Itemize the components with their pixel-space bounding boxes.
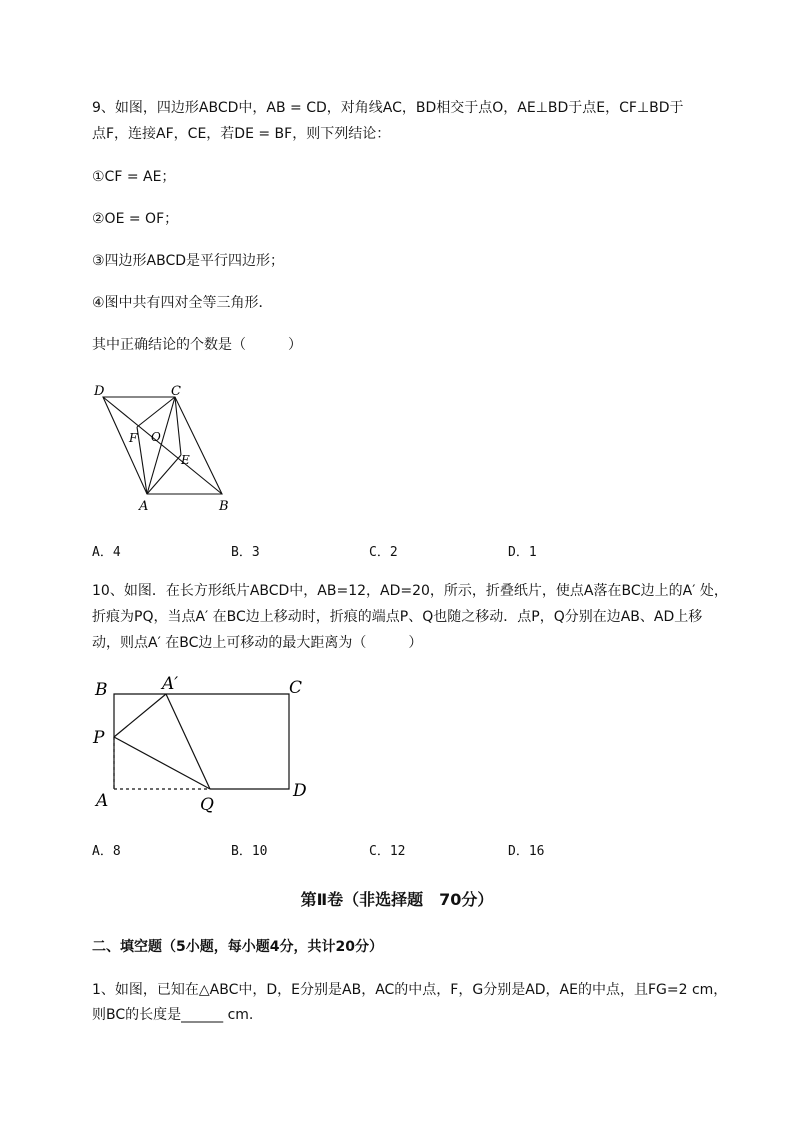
q9-stem-line1: 9、如图，四边形ABCD中，AB = CD，对角线AC，BD相交于点O，AE⊥BD于点E，CF⊥BD于 xyxy=(92,100,684,116)
q9-option-c[interactable]: C．2 xyxy=(369,545,398,560)
q10-label-b: B xyxy=(95,680,108,700)
q10-label-p: P xyxy=(93,728,105,748)
q9-label-d: D xyxy=(94,384,105,399)
q9-question: 其中正确结论的个数是（ ） xyxy=(92,337,302,353)
q9-diagonal-ac xyxy=(147,397,175,494)
fill1-line1: 1、如图，已知在△ABC中，D，E分别是AB，AC的中点，F，G分别是AD，AE的中点，且FG=2 cm， xyxy=(92,982,728,998)
q10-option-a[interactable]: A．8 xyxy=(92,844,121,859)
q10-rectangle xyxy=(114,694,289,789)
q9-conclusion-1: ①CF = AE； xyxy=(92,169,176,185)
q9-segment-cf xyxy=(137,397,175,427)
q10-figure xyxy=(80,670,330,820)
q9-conclusion-2: ②OE = OF； xyxy=(92,211,179,227)
q10-label-q: Q xyxy=(200,795,214,815)
q10-crease-pq xyxy=(114,737,210,789)
q10-label-c: C xyxy=(289,678,303,698)
q10-stem-line2: 折痕为PQ，当点A′ 在BC边上移动时，折痕的端点P、Q也随之移动．点P，Q分别在边AB、AD上移 xyxy=(92,609,703,625)
q9-segment-ce xyxy=(175,397,181,455)
q9-label-f: F xyxy=(129,431,138,445)
q9-label-e: E xyxy=(181,453,190,467)
q9-option-b[interactable]: B．3 xyxy=(231,545,260,560)
q9-conclusion-3: ③四边形ABCD是平行四边形； xyxy=(92,253,285,269)
q9-stem-line2: 点F，连接AF，CE，若DE = BF，则下列结论： xyxy=(92,126,391,142)
q9-label-c: C xyxy=(171,384,181,399)
q9-option-a[interactable]: A．4 xyxy=(92,545,121,560)
q9-option-d[interactable]: D．1 xyxy=(508,545,537,560)
q10-stem-line3: 动，则点A′ 在BC边上可移动的最大距离为（ ） xyxy=(92,635,423,651)
q10-label-a-prime: A′ xyxy=(162,674,179,694)
q9-label-o: O xyxy=(151,430,161,444)
q9-conclusion-4: ④图中共有四对全等三角形． xyxy=(92,295,273,311)
q10-segment-pa1 xyxy=(114,694,166,737)
q10-option-d[interactable]: D．16 xyxy=(508,844,545,859)
q9-diagonal-bd xyxy=(103,397,222,494)
fill1-line2: 则BC的长度是______ cm. xyxy=(92,1007,254,1023)
q9-label-a: A xyxy=(139,499,149,514)
q10-stem-line1: 10、如图．在长方形纸片ABCD中，AB=12，AD=20，所示，折叠纸片，使点A落在BC边上的A′ 处， xyxy=(92,583,728,599)
q10-option-c[interactable]: C．12 xyxy=(369,844,406,859)
q10-label-a: A xyxy=(96,791,109,811)
section2-title: 第Ⅱ卷（非选择题 70分） xyxy=(300,890,494,909)
section2-heading: 二、填空题（5小题，每小题4分，共计20分） xyxy=(92,939,383,955)
q9-figure xyxy=(80,375,250,520)
q9-label-b: B xyxy=(219,499,229,514)
q10-option-b[interactable]: B．10 xyxy=(231,844,268,859)
q10-segment-a1q xyxy=(166,694,210,789)
q10-label-d: D xyxy=(293,781,307,801)
